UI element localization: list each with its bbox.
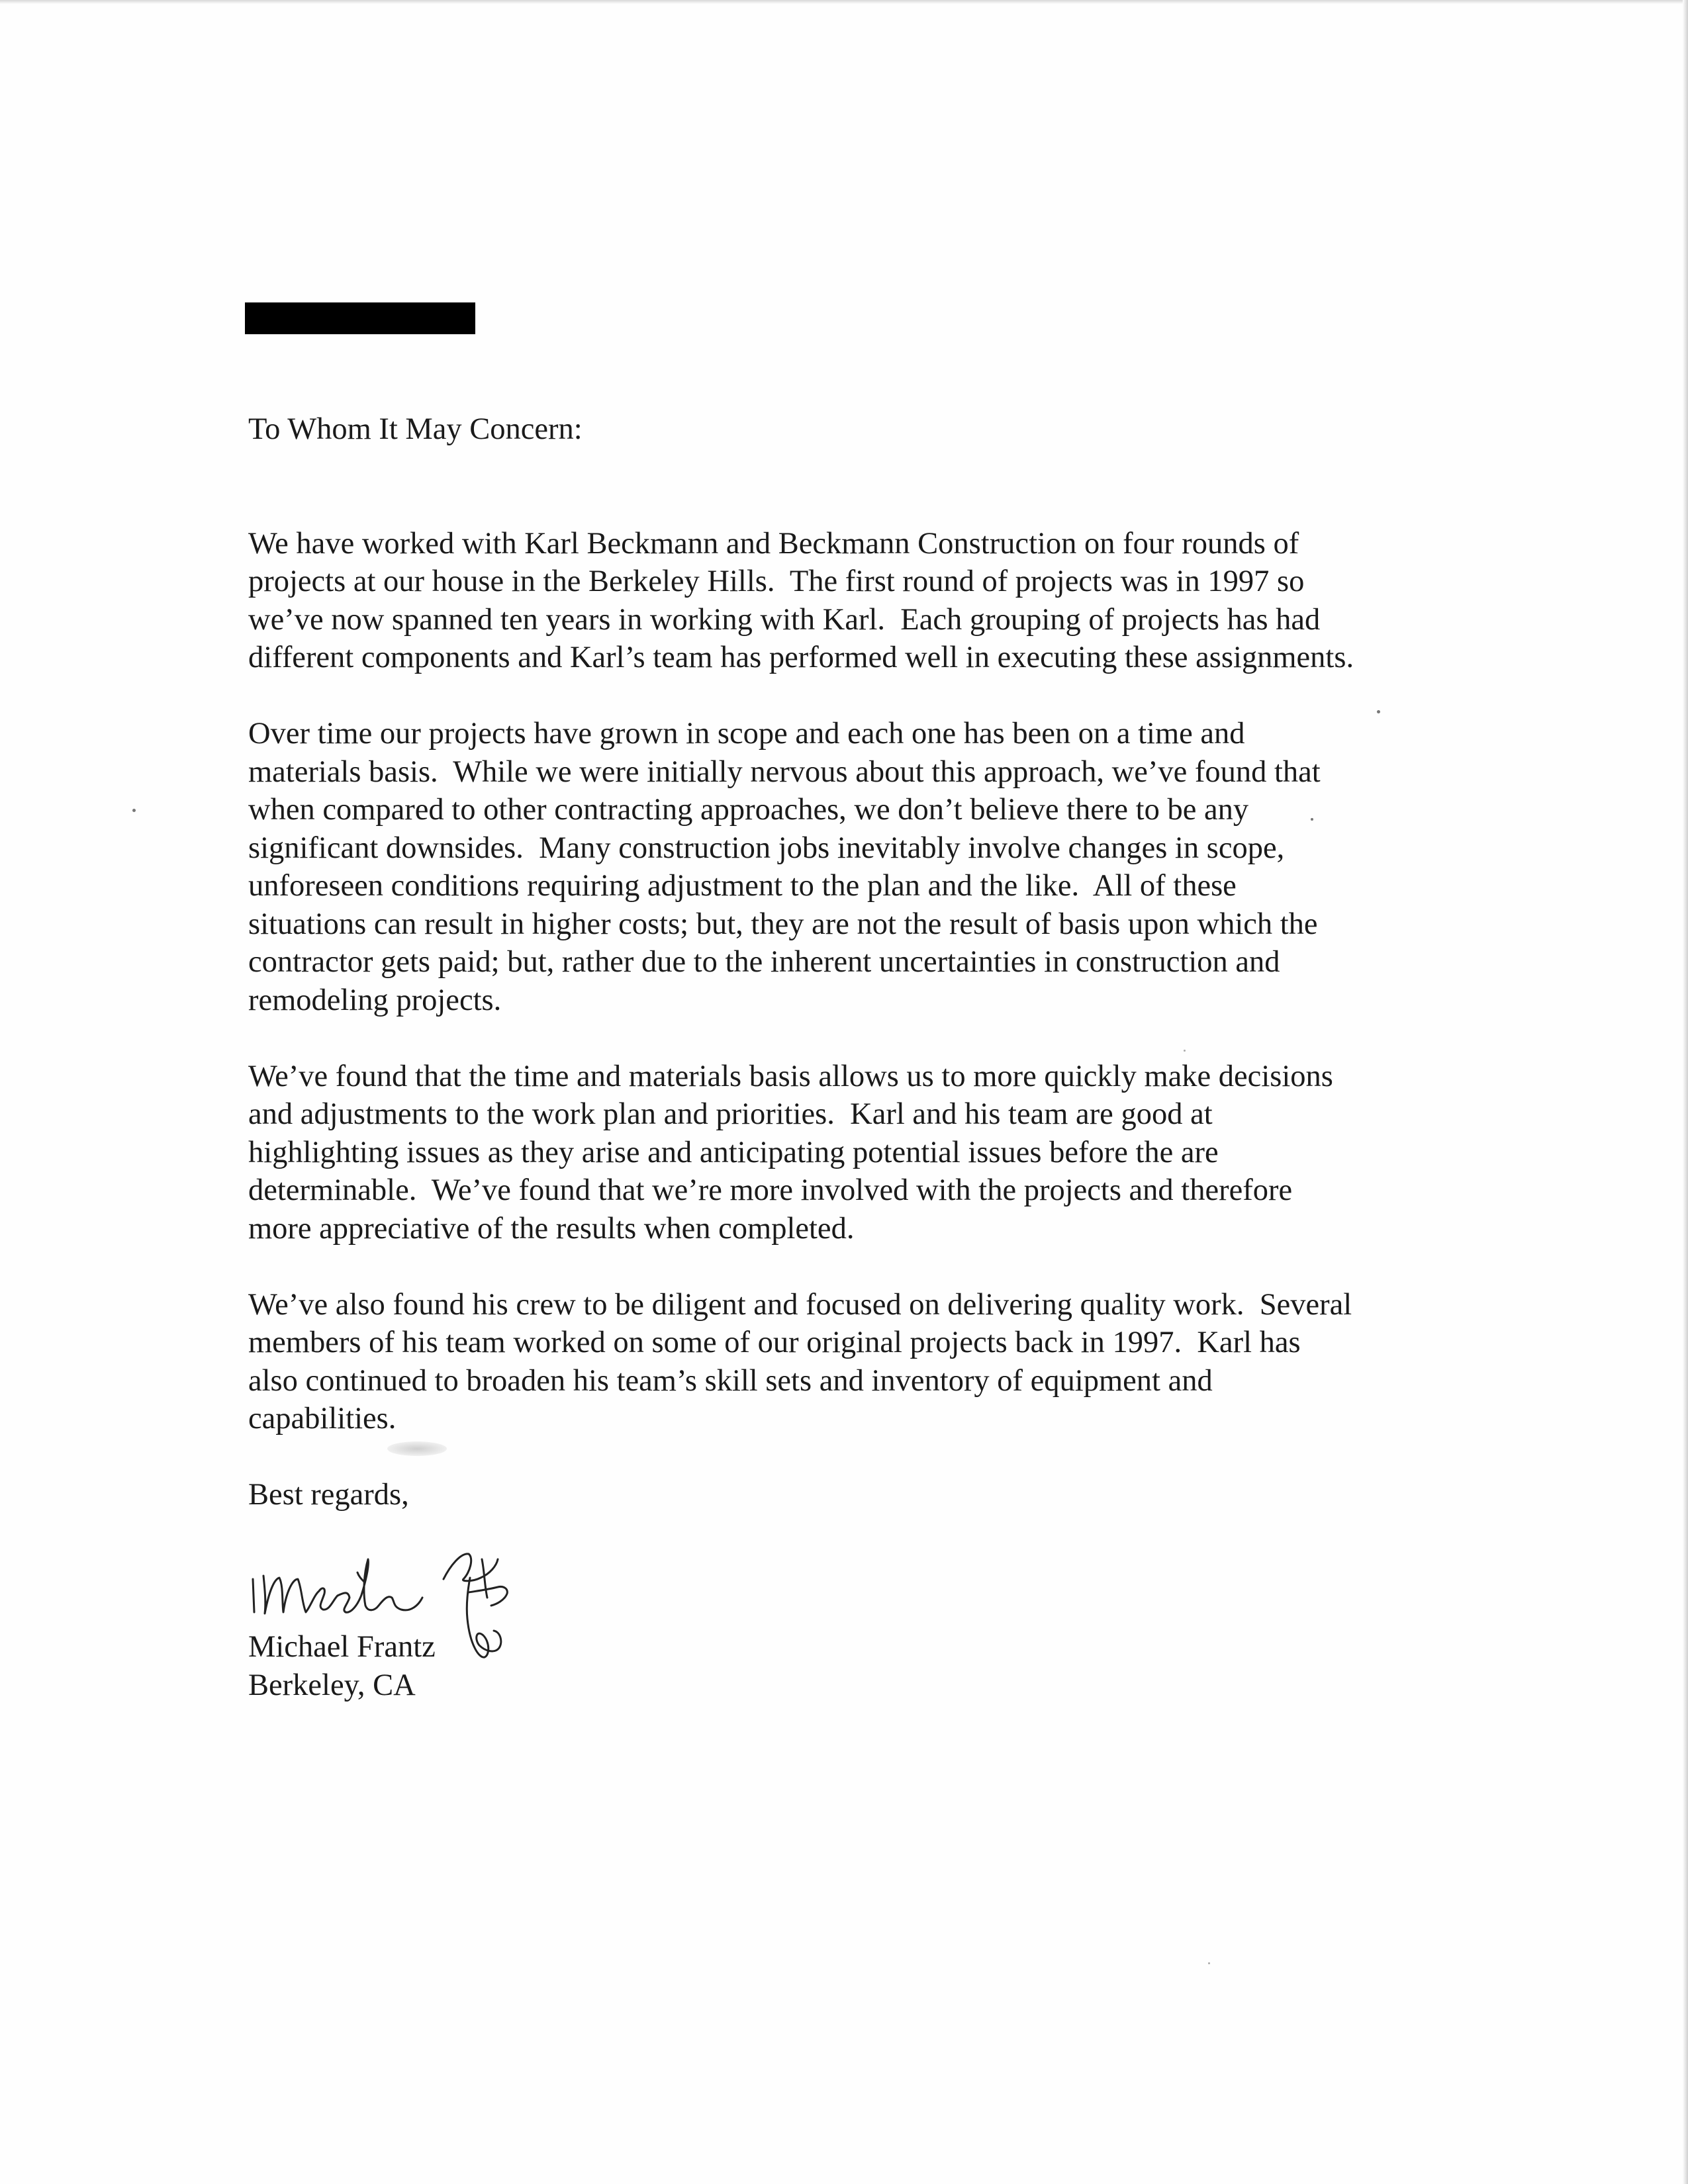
salutation: To Whom It May Concern: bbox=[248, 412, 583, 446]
paragraph-line: we’ve now spanned ten years in working with Karl. Each grouping of projects has had bbox=[248, 602, 1321, 637]
signer-location: Berkeley, CA bbox=[248, 1668, 416, 1702]
paragraph-line: significant downsides. Many construction jobs inevitably involve changes in scope, bbox=[248, 831, 1285, 865]
paragraph-line: materials basis. While we were initially nervous about this approach, we’ve found that bbox=[248, 754, 1321, 789]
paragraph-line: different components and Karl’s team has performed well in executing these assignments. bbox=[248, 641, 1354, 674]
signer-name: Michael Frantz bbox=[248, 1630, 436, 1664]
paragraph-4 bbox=[248, 1286, 1453, 1438]
paragraph-3 bbox=[248, 1058, 1453, 1248]
scan-speck bbox=[1184, 1050, 1186, 1052]
paragraph-line: We’ve found that the time and materials basis allows us to more quickly make decisions bbox=[248, 1059, 1333, 1093]
paragraph-line: more appreciative of the results when completed. bbox=[248, 1211, 855, 1246]
paragraph-line: We’ve also found his crew to be diligent and focused on delivering quality work. Several bbox=[248, 1287, 1352, 1322]
paragraph-line: when compared to other contracting approaches, we don’t believe there to be any bbox=[248, 793, 1249, 827]
redacted-date-block bbox=[245, 302, 475, 334]
paragraph-line: We have worked with Karl Beckmann and Beckmann Construction on four rounds of bbox=[248, 526, 1299, 561]
signature-block bbox=[248, 1628, 436, 1704]
paragraph-line: remodeling projects. bbox=[248, 983, 502, 1017]
paragraph-line: unforeseen conditions requiring adjustment to the plan and the like. All of these bbox=[248, 869, 1237, 903]
paragraph-line: also continued to broaden his team’s skill sets and inventory of equipment and bbox=[248, 1363, 1213, 1398]
paragraph-line: situations can result in higher costs; but, they are not the result of basis upon which the bbox=[248, 907, 1318, 941]
paragraph-line: highlighting issues as they arise and anticipating potential issues before the are bbox=[248, 1135, 1219, 1169]
paragraph-line: determinable. We’ve found that we’re more involved with the projects and therefore bbox=[248, 1173, 1293, 1207]
paragraph-line: contractor gets paid; but, rather due to the inherent uncertainties in construction and bbox=[248, 945, 1280, 979]
paragraph-line: Over time our projects have grown in scope and each one has been on a time and bbox=[248, 717, 1245, 751]
scan-edge-right bbox=[1683, 0, 1688, 2184]
paragraph-line: members of his team worked on some of our original projects back in 1997. Karl has bbox=[248, 1326, 1301, 1359]
scan-edge-top bbox=[0, 0, 1688, 4]
scan-speck bbox=[132, 809, 136, 812]
paragraph-line: capabilities. bbox=[248, 1402, 397, 1435]
paragraph-line: projects at our house in the Berkeley Hills. The first round of projects was in 1997 so bbox=[248, 565, 1305, 598]
letter-body bbox=[248, 410, 1453, 1514]
scan-speck bbox=[1208, 1962, 1210, 1964]
scan-speck bbox=[1377, 710, 1380, 713]
scan-speck bbox=[1311, 818, 1313, 821]
paragraph-line: and adjustments to the work plan and priorities. Karl and his team are good at bbox=[248, 1097, 1213, 1131]
closing: Best regards, bbox=[248, 1478, 409, 1512]
paragraph-2 bbox=[248, 715, 1453, 1019]
paragraph-1 bbox=[248, 525, 1453, 677]
scan-smudge bbox=[387, 1441, 447, 1456]
